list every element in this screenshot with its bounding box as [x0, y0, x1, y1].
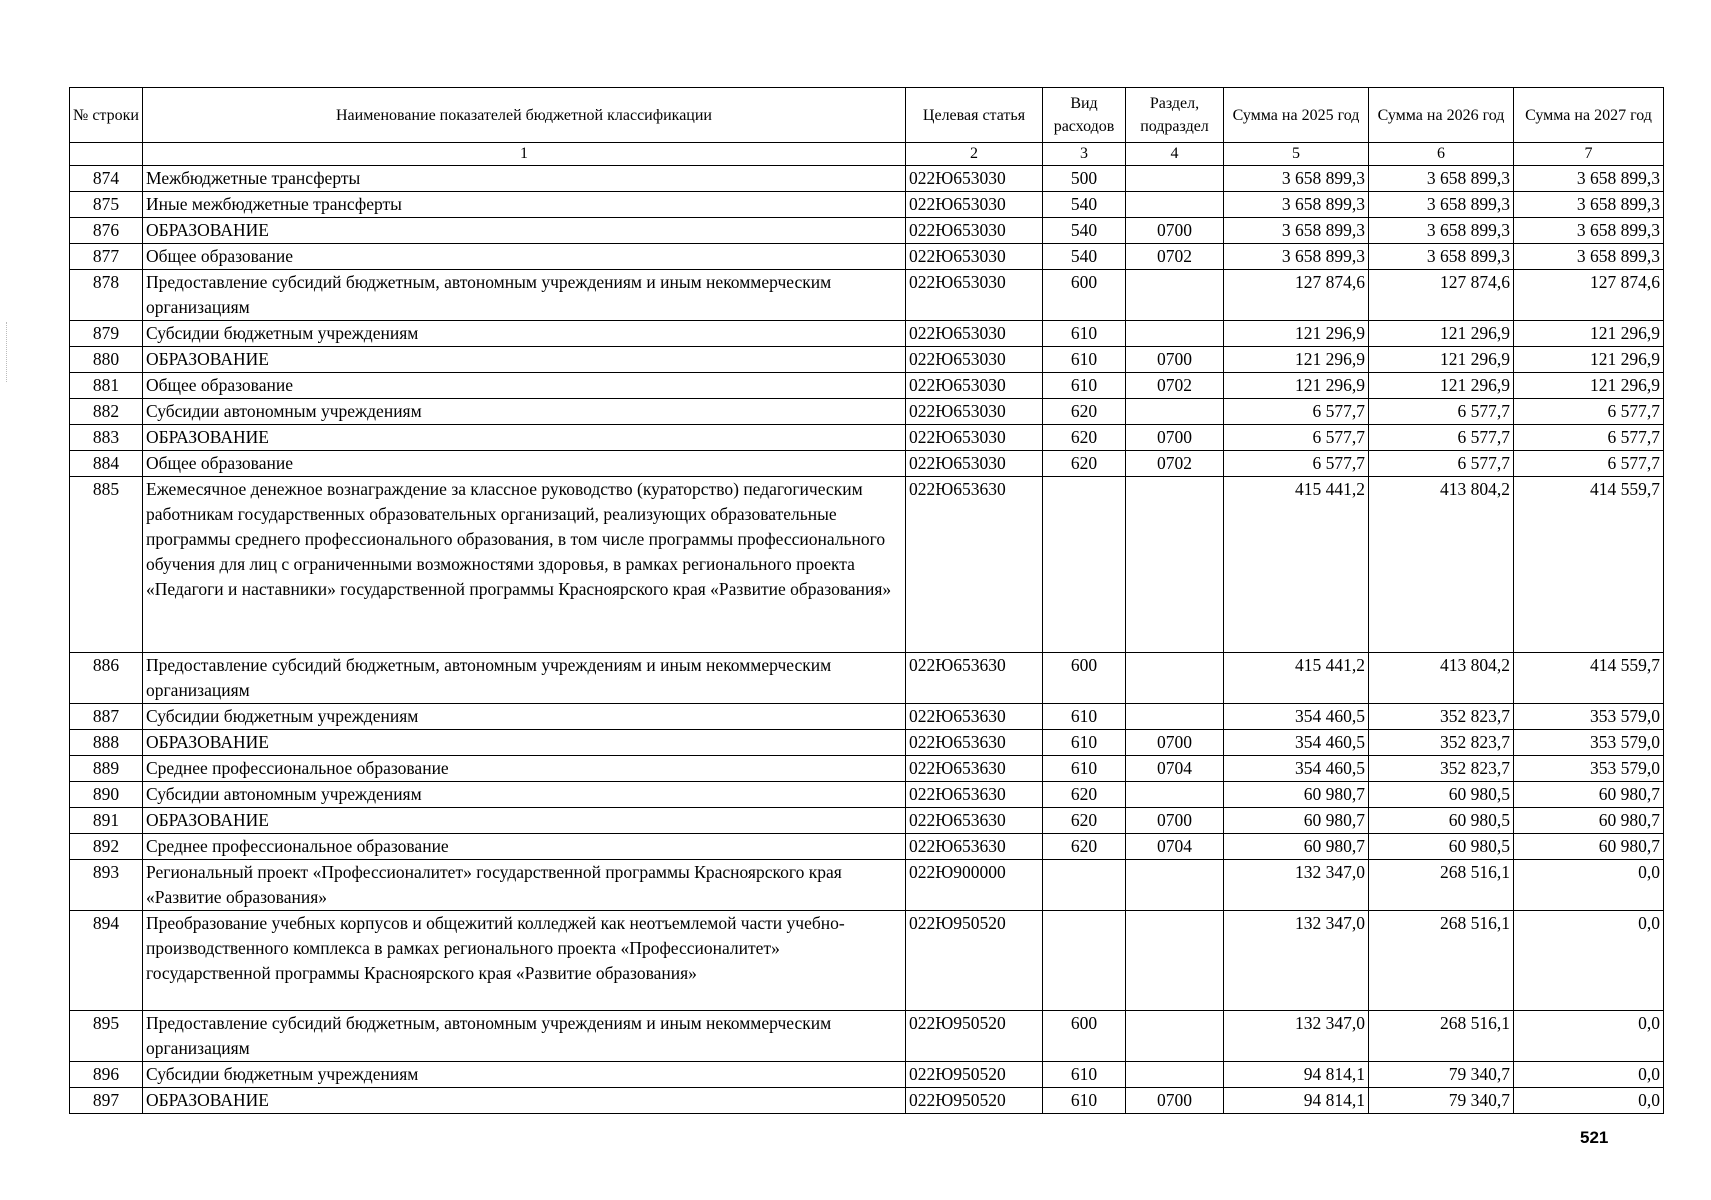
row-expense-type [1043, 860, 1126, 911]
row-sum-2026: 3 658 899,3 [1369, 166, 1514, 192]
table-row [70, 1088, 1664, 1114]
row-sum-2027: 3 658 899,3 [1514, 166, 1664, 192]
row-sum-2027: 0,0 [1514, 1088, 1664, 1114]
row-section: 0702 [1126, 244, 1224, 270]
row-sum-2025: 3 658 899,3 [1224, 244, 1369, 270]
row-sum-2027: 414 559,7 [1514, 653, 1664, 704]
row-number: 885 [70, 477, 143, 653]
row-sum-2027: 121 296,9 [1514, 347, 1664, 373]
row-expense-type: 600 [1043, 653, 1126, 704]
table-row [70, 192, 1664, 218]
row-section [1126, 321, 1224, 347]
row-expense-type: 610 [1043, 321, 1126, 347]
row-expense-type: 600 [1043, 1011, 1126, 1062]
row-sum-2026: 60 980,5 [1369, 808, 1514, 834]
column-number [70, 143, 143, 166]
row-sum-2025: 132 347,0 [1224, 1011, 1369, 1062]
row-sum-2025: 121 296,9 [1224, 373, 1369, 399]
row-target-article: 022Ю653630 [906, 808, 1043, 834]
row-number: 896 [70, 1062, 143, 1088]
row-number: 877 [70, 244, 143, 270]
row-sum-2027: 6 577,7 [1514, 451, 1664, 477]
row-sum-2026: 413 804,2 [1369, 477, 1514, 653]
row-expense-type: 610 [1043, 1062, 1126, 1088]
row-sum-2025: 6 577,7 [1224, 451, 1369, 477]
row-number: 891 [70, 808, 143, 834]
row-target-article: 022Ю653630 [906, 653, 1043, 704]
row-name: Среднее профессиональное образование [143, 756, 906, 782]
header-target-article: Целевая статья [906, 88, 1043, 143]
budget-table [69, 87, 1664, 1114]
row-number: 887 [70, 704, 143, 730]
table-row [70, 834, 1664, 860]
row-sum-2027: 3 658 899,3 [1514, 218, 1664, 244]
row-sum-2027: 0,0 [1514, 911, 1664, 1011]
row-name: ОБРАЗОВАНИЕ [143, 1088, 906, 1114]
row-number: 883 [70, 425, 143, 451]
row-name: Общее образование [143, 451, 906, 477]
table-row [70, 756, 1664, 782]
row-number: 890 [70, 782, 143, 808]
scan-edge-marks [6, 322, 9, 382]
row-section [1126, 860, 1224, 911]
row-sum-2025: 94 814,1 [1224, 1062, 1369, 1088]
row-sum-2027: 60 980,7 [1514, 808, 1664, 834]
column-number: 6 [1369, 143, 1514, 166]
row-name: Субсидии бюджетным учреждениям [143, 321, 906, 347]
row-name: Предоставление субсидий бюджетным, автономным учреждениям и иным некоммерческим организациям [143, 270, 906, 321]
row-target-article: 022Ю653630 [906, 782, 1043, 808]
row-expense-type: 610 [1043, 756, 1126, 782]
header-section: Раздел, подраздел [1126, 88, 1224, 143]
row-section [1126, 477, 1224, 653]
table-row [70, 911, 1664, 1011]
table-row [70, 808, 1664, 834]
row-target-article: 022Ю653630 [906, 834, 1043, 860]
row-name: Среднее профессиональное образование [143, 834, 906, 860]
row-name: Предоставление субсидий бюджетным, автономным учреждениям и иным некоммерческим организациям [143, 653, 906, 704]
table-row [70, 399, 1664, 425]
table-row [70, 321, 1664, 347]
row-sum-2025: 60 980,7 [1224, 834, 1369, 860]
row-sum-2025: 354 460,5 [1224, 756, 1369, 782]
table-row [70, 425, 1664, 451]
table-row [70, 782, 1664, 808]
row-sum-2025: 94 814,1 [1224, 1088, 1369, 1114]
column-number-row [70, 143, 1664, 166]
header-expense-type: Вид расходов [1043, 88, 1126, 143]
row-sum-2027: 3 658 899,3 [1514, 244, 1664, 270]
row-expense-type: 500 [1043, 166, 1126, 192]
header-sum-2027: Сумма на 2027 год [1514, 88, 1664, 143]
row-target-article: 022Ю653030 [906, 218, 1043, 244]
row-sum-2025: 354 460,5 [1224, 730, 1369, 756]
row-target-article: 022Ю950520 [906, 911, 1043, 1011]
row-name: Ежемесячное денежное вознаграждение за классное руководство (кураторство) педагогическим работникам государственных образовательных организаций, реализующих образовательные программы среднего профессионального образования, в том числе программы профессионального обучения для лиц с ограниченными возможностями здоровья, в рамках регионального проекта «Педагоги и наставники» государственной программы Красноярского края «Развитие образования» [143, 477, 906, 653]
row-sum-2027: 60 980,7 [1514, 834, 1664, 860]
row-section: 0704 [1126, 834, 1224, 860]
table-row [70, 1062, 1664, 1088]
row-sum-2027: 121 296,9 [1514, 321, 1664, 347]
row-sum-2026: 79 340,7 [1369, 1062, 1514, 1088]
row-target-article: 022Ю653030 [906, 166, 1043, 192]
row-target-article: 022Ю653030 [906, 399, 1043, 425]
row-name: ОБРАЗОВАНИЕ [143, 425, 906, 451]
budget-page [69, 87, 1663, 1114]
row-sum-2027: 121 296,9 [1514, 373, 1664, 399]
row-section: 0700 [1126, 730, 1224, 756]
row-number: 889 [70, 756, 143, 782]
header-sum-2026: Сумма на 2026 год [1369, 88, 1514, 143]
row-target-article: 022Ю653030 [906, 373, 1043, 399]
row-name: Иные межбюджетные трансферты [143, 192, 906, 218]
row-expense-type: 610 [1043, 347, 1126, 373]
row-sum-2025: 6 577,7 [1224, 399, 1369, 425]
row-section: 0700 [1126, 1088, 1224, 1114]
row-sum-2026: 3 658 899,3 [1369, 244, 1514, 270]
row-sum-2026: 79 340,7 [1369, 1088, 1514, 1114]
row-number: 886 [70, 653, 143, 704]
row-name: Преобразование учебных корпусов и общежитий колледжей как неотъемлемой части учебно-производственного комплекса в рамках регионального проекта «Профессионалитет» государственной программы Красноярского края «Развитие образования» [143, 911, 906, 1011]
row-sum-2026: 60 980,5 [1369, 782, 1514, 808]
row-section: 0702 [1126, 451, 1224, 477]
row-number: 893 [70, 860, 143, 911]
table-row [70, 704, 1664, 730]
row-target-article: 022Ю950520 [906, 1088, 1043, 1114]
table-row [70, 270, 1664, 321]
row-section: 0702 [1126, 373, 1224, 399]
row-name: Межбюджетные трансферты [143, 166, 906, 192]
row-expense-type: 600 [1043, 270, 1126, 321]
row-sum-2026: 3 658 899,3 [1369, 192, 1514, 218]
row-section [1126, 704, 1224, 730]
row-sum-2026: 6 577,7 [1369, 425, 1514, 451]
column-number: 7 [1514, 143, 1664, 166]
row-sum-2026: 352 823,7 [1369, 730, 1514, 756]
row-number: 879 [70, 321, 143, 347]
row-section: 0700 [1126, 425, 1224, 451]
table-body [70, 166, 1664, 1114]
row-sum-2025: 3 658 899,3 [1224, 218, 1369, 244]
row-target-article: 022Ю653030 [906, 451, 1043, 477]
row-target-article: 022Ю653630 [906, 730, 1043, 756]
row-section: 0704 [1126, 756, 1224, 782]
header-row-number: № строки [70, 88, 143, 143]
column-number: 3 [1043, 143, 1126, 166]
row-number: 895 [70, 1011, 143, 1062]
row-sum-2025: 60 980,7 [1224, 782, 1369, 808]
row-target-article: 022Ю900000 [906, 860, 1043, 911]
row-number: 874 [70, 166, 143, 192]
row-sum-2026: 352 823,7 [1369, 756, 1514, 782]
row-sum-2026: 127 874,6 [1369, 270, 1514, 321]
row-expense-type: 620 [1043, 451, 1126, 477]
table-row [70, 218, 1664, 244]
row-section [1126, 270, 1224, 321]
row-sum-2027: 353 579,0 [1514, 704, 1664, 730]
header-name: Наименование показателей бюджетной классификации [143, 88, 906, 143]
row-sum-2025: 132 347,0 [1224, 911, 1369, 1011]
row-expense-type: 620 [1043, 834, 1126, 860]
row-sum-2025: 415 441,2 [1224, 653, 1369, 704]
row-sum-2026: 121 296,9 [1369, 321, 1514, 347]
row-expense-type: 620 [1043, 425, 1126, 451]
row-sum-2026: 6 577,7 [1369, 451, 1514, 477]
row-name: Субсидии бюджетным учреждениям [143, 1062, 906, 1088]
row-expense-type: 620 [1043, 399, 1126, 425]
row-number: 897 [70, 1088, 143, 1114]
row-name: Региональный проект «Профессионалитет» государственной программы Красноярского края «Развитие образования» [143, 860, 906, 911]
row-sum-2026: 268 516,1 [1369, 1011, 1514, 1062]
row-expense-type: 610 [1043, 1088, 1126, 1114]
row-sum-2027: 353 579,0 [1514, 730, 1664, 756]
table-row [70, 1011, 1664, 1062]
row-target-article: 022Ю653630 [906, 704, 1043, 730]
row-sum-2025: 121 296,9 [1224, 347, 1369, 373]
row-name: Общее образование [143, 244, 906, 270]
row-section [1126, 653, 1224, 704]
row-sum-2025: 6 577,7 [1224, 425, 1369, 451]
row-name: ОБРАЗОВАНИЕ [143, 730, 906, 756]
table-row [70, 477, 1664, 653]
row-target-article: 022Ю653030 [906, 192, 1043, 218]
row-number: 894 [70, 911, 143, 1011]
row-expense-type: 620 [1043, 782, 1126, 808]
row-target-article: 022Ю653030 [906, 270, 1043, 321]
row-sum-2026: 6 577,7 [1369, 399, 1514, 425]
row-section: 0700 [1126, 347, 1224, 373]
row-name: Субсидии автономным учреждениям [143, 782, 906, 808]
row-expense-type: 620 [1043, 808, 1126, 834]
table-row [70, 373, 1664, 399]
row-sum-2027: 0,0 [1514, 860, 1664, 911]
header-row [70, 88, 1664, 143]
table-row [70, 166, 1664, 192]
row-section: 0700 [1126, 218, 1224, 244]
row-sum-2025: 127 874,6 [1224, 270, 1369, 321]
row-target-article: 022Ю653030 [906, 347, 1043, 373]
row-sum-2025: 354 460,5 [1224, 704, 1369, 730]
column-number: 5 [1224, 143, 1369, 166]
row-sum-2025: 3 658 899,3 [1224, 166, 1369, 192]
row-number: 876 [70, 218, 143, 244]
row-sum-2026: 352 823,7 [1369, 704, 1514, 730]
row-number: 892 [70, 834, 143, 860]
row-number: 878 [70, 270, 143, 321]
row-name: Субсидии автономным учреждениям [143, 399, 906, 425]
row-sum-2027: 60 980,7 [1514, 782, 1664, 808]
row-section [1126, 1062, 1224, 1088]
row-name: Предоставление субсидий бюджетным, автономным учреждениям и иным некоммерческим организациям [143, 1011, 906, 1062]
row-expense-type [1043, 477, 1126, 653]
row-expense-type: 540 [1043, 244, 1126, 270]
row-sum-2026: 121 296,9 [1369, 373, 1514, 399]
column-number: 1 [143, 143, 906, 166]
row-sum-2027: 0,0 [1514, 1011, 1664, 1062]
row-target-article: 022Ю653630 [906, 756, 1043, 782]
row-target-article: 022Ю653030 [906, 321, 1043, 347]
row-target-article: 022Ю653030 [906, 425, 1043, 451]
row-section [1126, 192, 1224, 218]
row-sum-2026: 413 804,2 [1369, 653, 1514, 704]
row-sum-2027: 6 577,7 [1514, 425, 1664, 451]
row-number: 882 [70, 399, 143, 425]
row-sum-2027: 414 559,7 [1514, 477, 1664, 653]
row-sum-2027: 353 579,0 [1514, 756, 1664, 782]
row-expense-type: 540 [1043, 192, 1126, 218]
row-sum-2026: 268 516,1 [1369, 860, 1514, 911]
row-name: Общее образование [143, 373, 906, 399]
row-expense-type: 610 [1043, 730, 1126, 756]
row-name: ОБРАЗОВАНИЕ [143, 808, 906, 834]
table-row [70, 730, 1664, 756]
table-row [70, 451, 1664, 477]
row-number: 884 [70, 451, 143, 477]
table-row [70, 347, 1664, 373]
table-row [70, 860, 1664, 911]
row-name: Субсидии бюджетным учреждениям [143, 704, 906, 730]
row-section [1126, 399, 1224, 425]
row-number: 888 [70, 730, 143, 756]
row-sum-2026: 3 658 899,3 [1369, 218, 1514, 244]
row-sum-2025: 121 296,9 [1224, 321, 1369, 347]
row-section [1126, 1011, 1224, 1062]
row-sum-2026: 121 296,9 [1369, 347, 1514, 373]
row-sum-2027: 0,0 [1514, 1062, 1664, 1088]
table-row [70, 653, 1664, 704]
row-target-article: 022Ю653030 [906, 244, 1043, 270]
row-sum-2026: 268 516,1 [1369, 911, 1514, 1011]
row-expense-type [1043, 911, 1126, 1011]
row-sum-2026: 60 980,5 [1369, 834, 1514, 860]
row-name: ОБРАЗОВАНИЕ [143, 347, 906, 373]
row-number: 880 [70, 347, 143, 373]
table-row [70, 244, 1664, 270]
row-sum-2027: 127 874,6 [1514, 270, 1664, 321]
row-expense-type: 610 [1043, 373, 1126, 399]
row-number: 875 [70, 192, 143, 218]
row-number: 881 [70, 373, 143, 399]
page-number: 521 [1580, 1128, 1609, 1147]
row-sum-2025: 415 441,2 [1224, 477, 1369, 653]
row-section: 0700 [1126, 808, 1224, 834]
row-sum-2027: 3 658 899,3 [1514, 192, 1664, 218]
row-section [1126, 911, 1224, 1011]
column-number: 2 [906, 143, 1043, 166]
row-section [1126, 782, 1224, 808]
row-sum-2025: 132 347,0 [1224, 860, 1369, 911]
row-target-article: 022Ю950520 [906, 1011, 1043, 1062]
row-target-article: 022Ю950520 [906, 1062, 1043, 1088]
row-expense-type: 610 [1043, 704, 1126, 730]
row-section [1126, 166, 1224, 192]
row-sum-2025: 60 980,7 [1224, 808, 1369, 834]
header-sum-2025: Сумма на 2025 год [1224, 88, 1369, 143]
row-sum-2027: 6 577,7 [1514, 399, 1664, 425]
row-expense-type: 540 [1043, 218, 1126, 244]
column-number: 4 [1126, 143, 1224, 166]
row-sum-2025: 3 658 899,3 [1224, 192, 1369, 218]
row-target-article: 022Ю653630 [906, 477, 1043, 653]
row-name: ОБРАЗОВАНИЕ [143, 218, 906, 244]
